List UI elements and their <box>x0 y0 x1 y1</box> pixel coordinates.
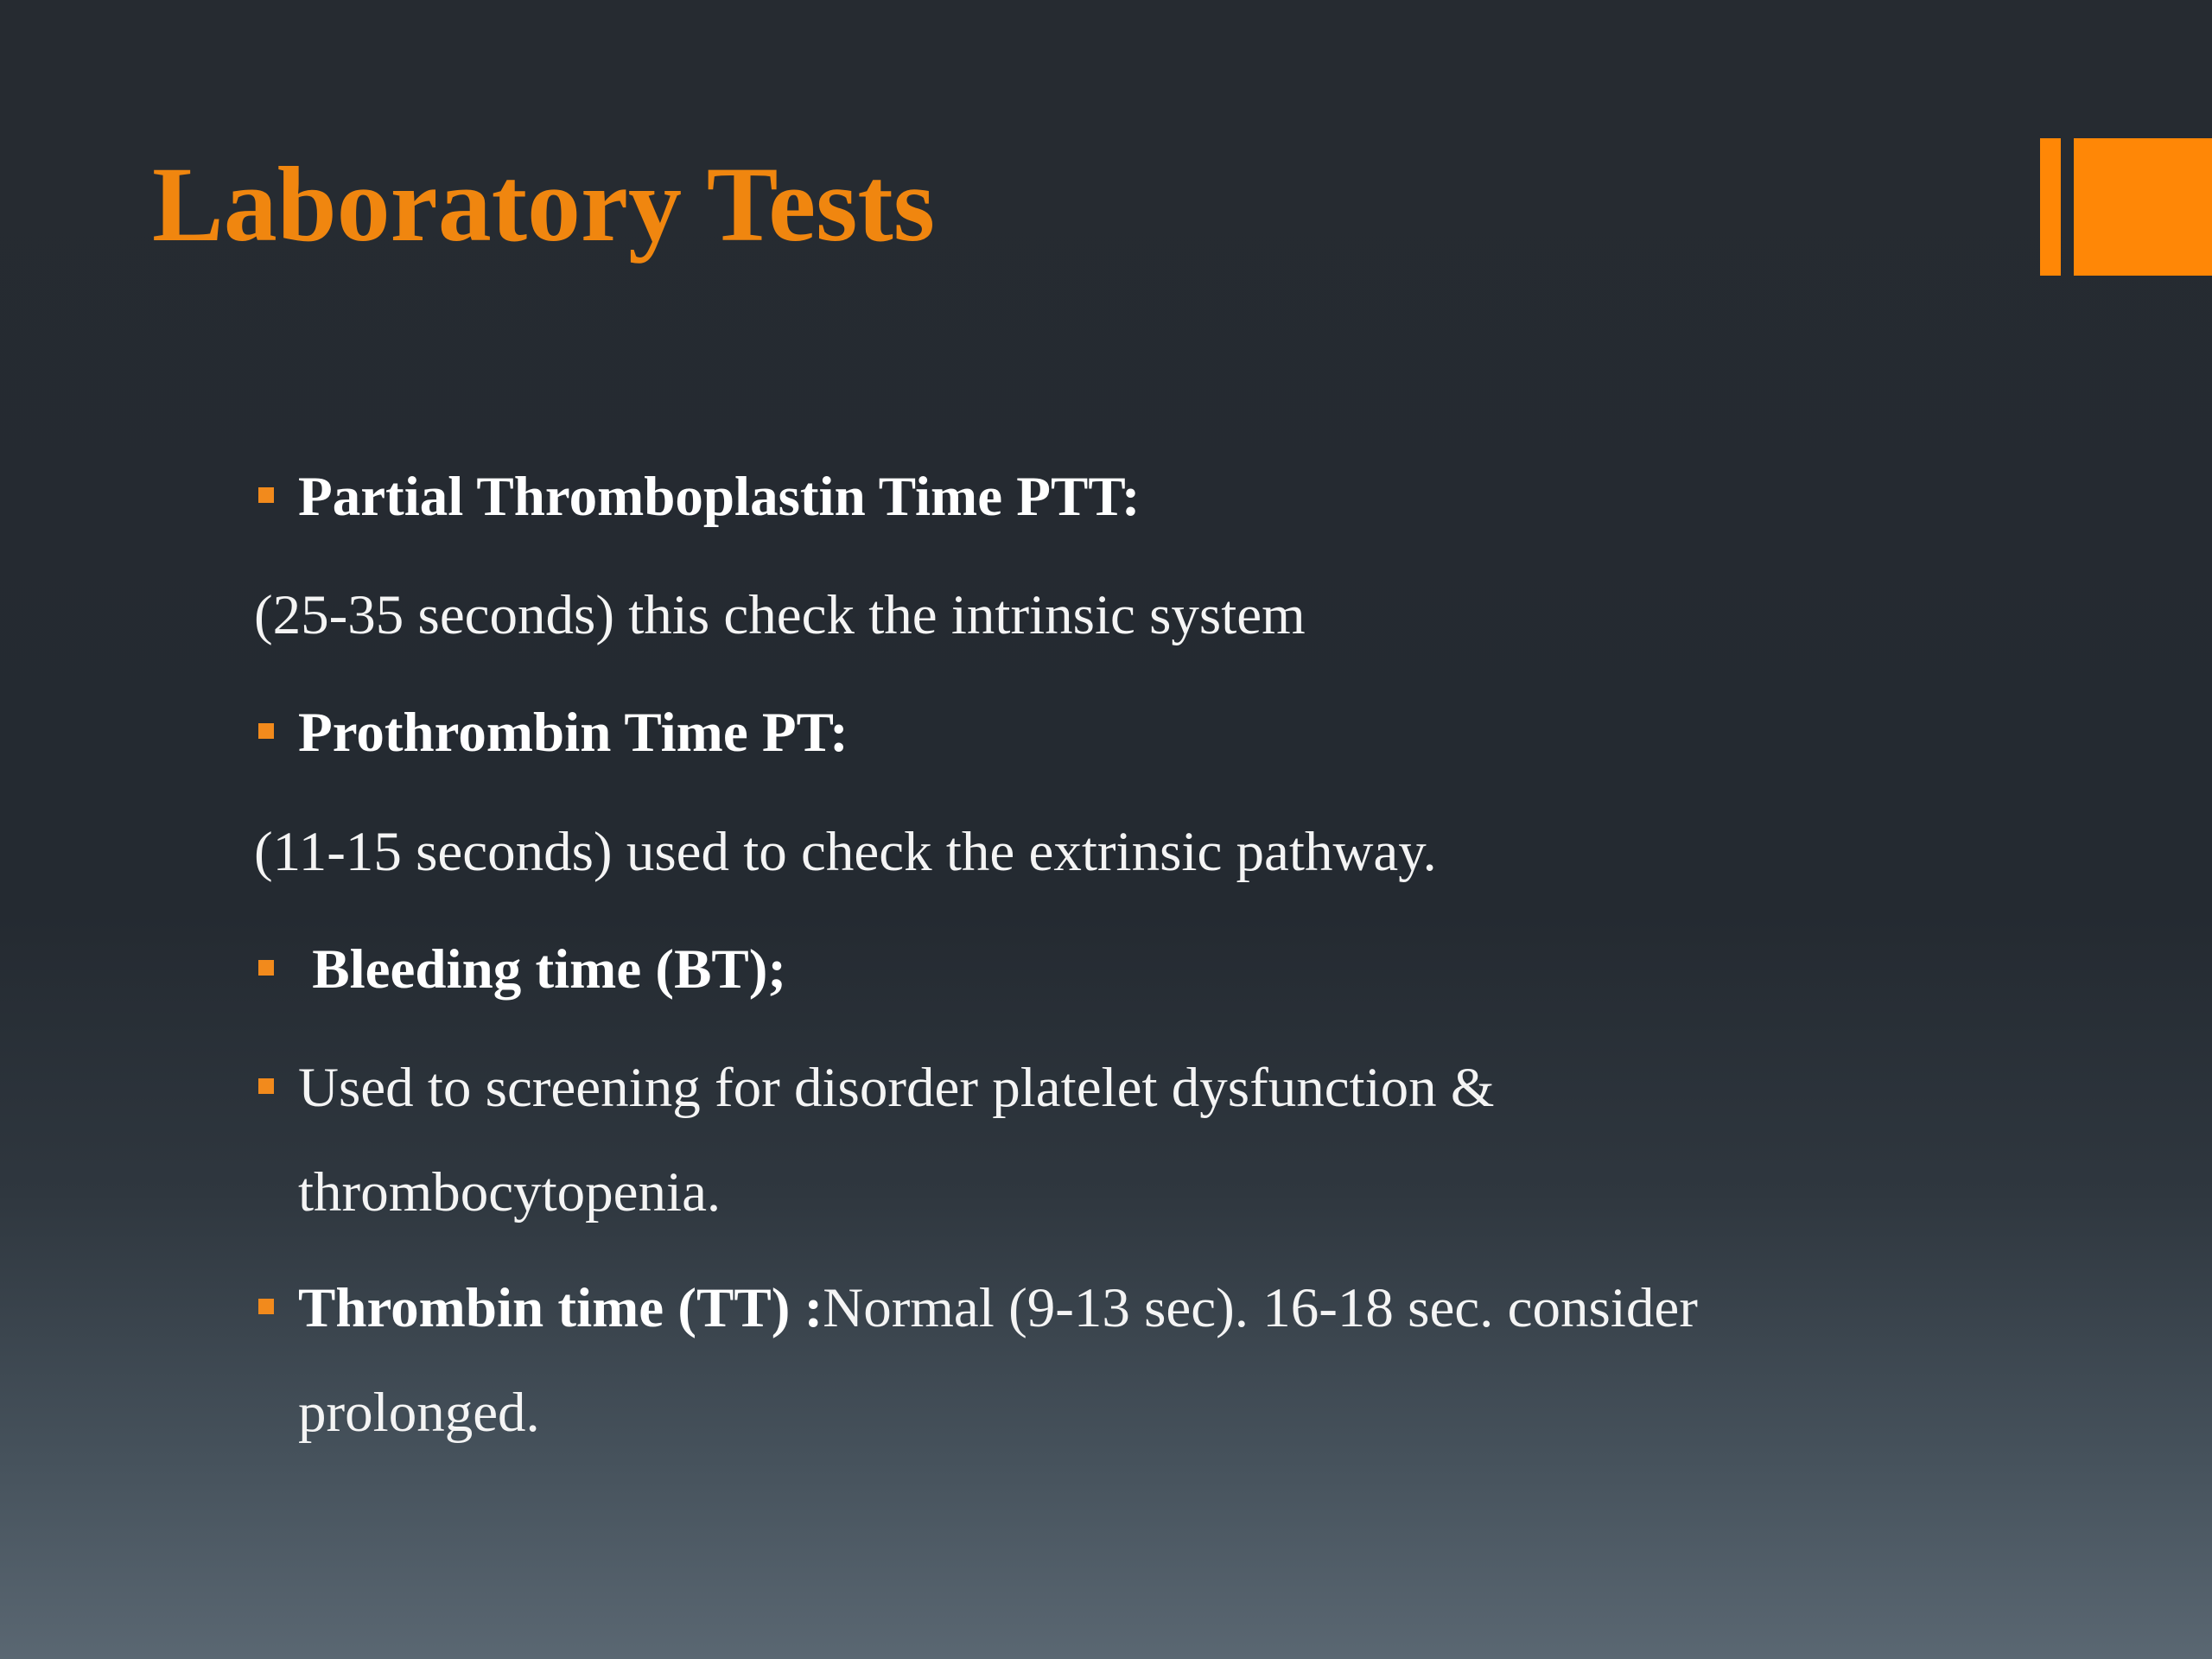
slide-title: Laboratory Tests <box>152 145 935 264</box>
accent-bar-block <box>2074 138 2212 276</box>
tt-detail-line2: prolonged. <box>298 1382 540 1444</box>
tt-line1 <box>298 1274 1698 1343</box>
ptt-heading: Partial Thromboplastin Time PTT: <box>298 466 1141 528</box>
tt-heading: Thrombin time (TT) : <box>298 1277 823 1339</box>
bt-detail-line2: thrombocytopenia. <box>298 1161 721 1224</box>
pt-detail: (11-15 seconds) used to check the extrinsic pathway. <box>254 821 1437 883</box>
ptt-detail: (25-35 seconds) this check the intrinsic system <box>254 584 1306 646</box>
bt-heading: Bleeding time (BT); <box>298 938 787 1001</box>
accent-bar-thin <box>2040 138 2061 276</box>
square-bullet-icon <box>258 487 274 503</box>
square-bullet-icon <box>258 1299 274 1314</box>
pt-heading: Prothrombin Time PT: <box>298 702 849 764</box>
bt-detail-line1: Used to screening for disorder platelet dysfunction & <box>298 1057 1495 1119</box>
square-bullet-icon <box>258 723 274 739</box>
tt-detail-line1: Normal (9-13 sec). 16-18 sec. consider <box>823 1277 1698 1339</box>
square-bullet-icon <box>258 1078 274 1094</box>
square-bullet-icon <box>258 960 274 976</box>
